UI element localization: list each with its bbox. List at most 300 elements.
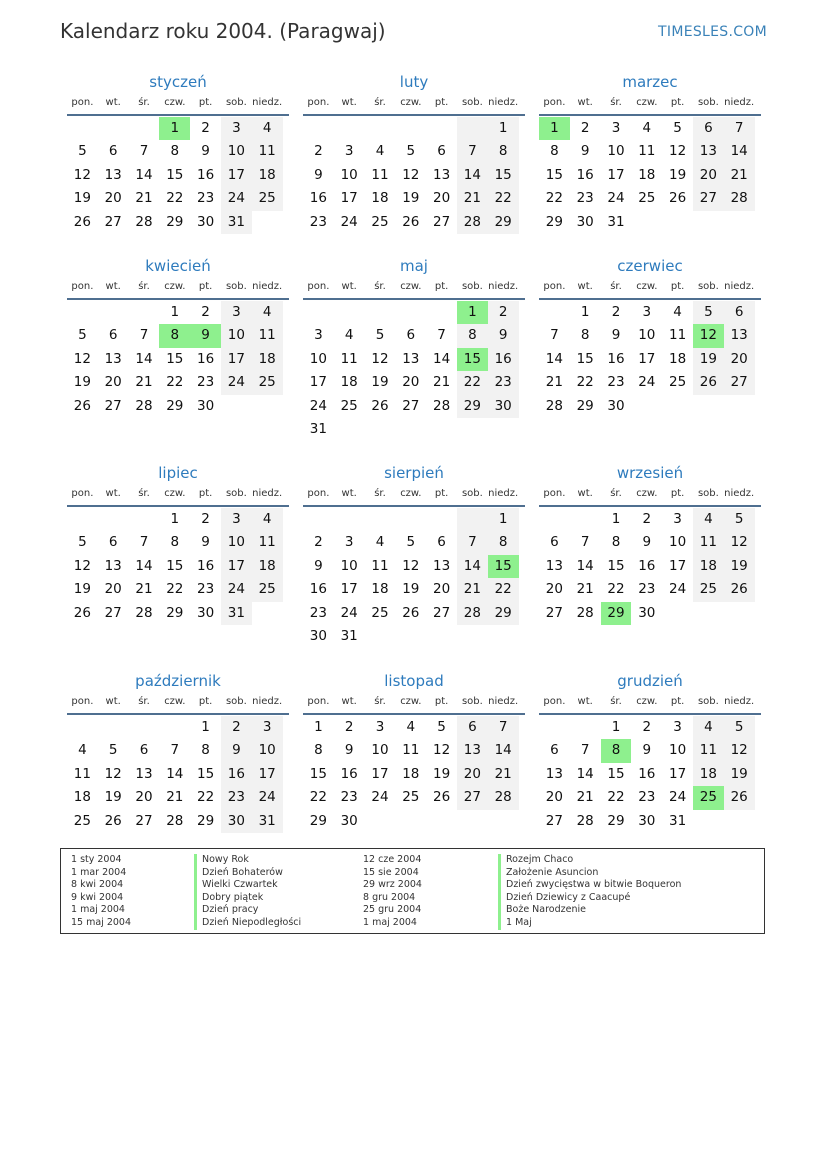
day-cell[interactable]: 8 — [488, 531, 519, 554]
day-cell[interactable]: 1 — [539, 117, 570, 140]
day-cell[interactable]: 5 — [724, 508, 755, 531]
day-cell[interactable]: 25 — [402, 789, 420, 806]
day-cell[interactable]: 6 — [437, 143, 446, 160]
day-cell[interactable]: 2 — [642, 511, 652, 527]
day-cell[interactable]: 19 — [693, 348, 724, 371]
day-cell[interactable]: 27 — [693, 187, 724, 210]
day-cell[interactable]: 19 — [724, 555, 755, 578]
day-cell[interactable]: 25 — [340, 397, 358, 414]
day-cell[interactable]: 10 — [221, 531, 252, 554]
day-cell[interactable]: 5 — [78, 534, 87, 551]
day-cell[interactable]: 1 — [314, 719, 323, 735]
day-cell[interactable]: 22 — [166, 374, 184, 391]
day-cell[interactable]: 25 — [638, 190, 656, 207]
day-cell[interactable]: 10 — [221, 140, 252, 163]
day-cell[interactable]: 23 — [488, 371, 519, 394]
day-cell[interactable]: 28 — [545, 397, 563, 414]
day-cell[interactable]: 5 — [78, 143, 87, 160]
day-cell[interactable]: 8 — [201, 742, 210, 759]
day-cell[interactable]: 21 — [135, 581, 153, 598]
day-cell[interactable]: 25 — [252, 578, 283, 601]
day-cell[interactable]: 17 — [221, 555, 252, 578]
day-cell[interactable]: 15 — [166, 166, 184, 183]
day-cell[interactable]: 5 — [437, 719, 446, 735]
day-cell[interactable]: 20 — [724, 348, 755, 371]
day-cell[interactable]: 2 — [488, 301, 519, 324]
day-cell[interactable]: 25 — [371, 213, 389, 230]
day-cell[interactable]: 25 — [73, 812, 91, 829]
day-cell[interactable]: 11 — [371, 166, 389, 183]
day-cell[interactable]: 31 — [309, 420, 327, 437]
day-cell[interactable]: 21 — [135, 374, 153, 391]
day-cell[interactable]: 27 — [104, 397, 122, 414]
day-cell[interactable]: 20 — [104, 374, 122, 391]
day-cell[interactable]: 7 — [139, 143, 149, 160]
day-cell[interactable]: 12 — [73, 166, 91, 183]
day-cell[interactable]: 22 — [309, 789, 327, 806]
day-cell[interactable]: 16 — [576, 166, 594, 183]
day-cell[interactable]: 18 — [252, 555, 283, 578]
day-cell[interactable]: 11 — [693, 531, 724, 554]
day-cell[interactable]: 9 — [611, 327, 621, 344]
day-cell[interactable]: 20 — [104, 190, 122, 207]
day-cell[interactable]: 14 — [576, 557, 594, 574]
day-cell[interactable]: 14 — [576, 765, 594, 782]
day-cell[interactable]: 29 — [166, 213, 184, 230]
day-cell[interactable]: 16 — [340, 765, 358, 782]
day-cell[interactable]: 12 — [73, 557, 91, 574]
day-cell[interactable]: 27 — [457, 786, 488, 809]
day-cell[interactable]: 22 — [607, 581, 625, 598]
day-cell[interactable]: 16 — [488, 348, 519, 371]
day-cell[interactable]: 2 — [201, 304, 210, 320]
day-cell[interactable]: 12 — [402, 166, 420, 183]
day-cell[interactable]: 10 — [607, 143, 625, 160]
day-cell[interactable]: 28 — [488, 786, 519, 809]
day-cell[interactable]: 4 — [693, 508, 724, 531]
day-cell[interactable]: 22 — [607, 789, 625, 806]
day-cell[interactable]: 16 — [638, 765, 656, 782]
day-cell[interactable]: 4 — [252, 508, 283, 531]
day-cell[interactable]: 16 — [309, 581, 327, 598]
day-cell[interactable]: 21 — [724, 164, 755, 187]
day-cell[interactable]: 8 — [601, 739, 632, 762]
day-cell[interactable]: 11 — [73, 765, 91, 782]
day-cell[interactable]: 19 — [371, 374, 389, 391]
day-cell[interactable]: 4 — [642, 120, 652, 136]
day-cell[interactable]: 6 — [724, 301, 755, 324]
day-cell[interactable]: 3 — [673, 719, 682, 735]
day-cell[interactable]: 10 — [668, 742, 687, 759]
day-cell[interactable]: 20 — [545, 581, 563, 598]
day-cell[interactable]: 13 — [432, 166, 451, 183]
day-cell[interactable]: 19 — [73, 581, 91, 598]
day-cell[interactable]: 14 — [545, 350, 563, 367]
day-cell[interactable]: 10 — [252, 739, 283, 762]
day-cell[interactable]: 31 — [340, 627, 358, 644]
day-cell[interactable]: 15 — [488, 164, 519, 187]
day-cell[interactable]: 18 — [638, 166, 656, 183]
day-cell[interactable]: 31 — [221, 602, 252, 625]
day-cell[interactable]: 12 — [432, 742, 451, 759]
day-cell[interactable]: 3 — [252, 716, 283, 739]
day-cell[interactable]: 6 — [108, 327, 118, 344]
day-cell[interactable]: 2 — [642, 719, 652, 735]
day-cell[interactable]: 1 — [580, 304, 590, 320]
day-cell[interactable]: 18 — [371, 581, 389, 598]
day-cell[interactable]: 29 — [607, 812, 625, 829]
day-cell[interactable]: 24 — [221, 187, 252, 210]
day-cell[interactable]: 29 — [457, 395, 488, 418]
day-cell[interactable]: 29 — [166, 397, 184, 414]
day-cell[interactable]: 3 — [344, 534, 354, 551]
day-cell[interactable]: 26 — [668, 190, 687, 207]
day-cell[interactable]: 22 — [545, 190, 563, 207]
day-cell[interactable]: 1 — [488, 508, 519, 531]
day-cell[interactable]: 25 — [252, 371, 283, 394]
day-cell[interactable]: 9 — [344, 742, 354, 759]
day-cell[interactable]: 30 — [196, 604, 215, 621]
day-cell[interactable]: 25 — [693, 578, 724, 601]
day-cell[interactable]: 11 — [252, 531, 283, 554]
day-cell[interactable]: 27 — [135, 812, 153, 829]
day-cell[interactable]: 24 — [221, 371, 252, 394]
day-cell[interactable]: 26 — [402, 604, 420, 621]
day-cell[interactable]: 26 — [724, 578, 755, 601]
day-cell[interactable]: 18 — [693, 555, 724, 578]
day-cell[interactable]: 13 — [104, 166, 122, 183]
day-cell[interactable]: 7 — [139, 534, 149, 551]
day-cell[interactable]: 30 — [607, 397, 625, 414]
day-cell[interactable]: 20 — [135, 789, 153, 806]
day-cell[interactable]: 17 — [668, 765, 687, 782]
day-cell[interactable]: 19 — [724, 763, 755, 786]
day-cell[interactable]: 14 — [457, 164, 488, 187]
day-cell[interactable]: 15 — [166, 557, 184, 574]
day-cell[interactable]: 17 — [668, 557, 687, 574]
day-cell[interactable]: 10 — [371, 742, 389, 759]
day-cell[interactable]: 5 — [693, 301, 724, 324]
day-cell[interactable]: 19 — [73, 374, 91, 391]
day-cell[interactable]: 18 — [668, 350, 687, 367]
day-cell[interactable]: 29 — [488, 602, 519, 625]
day-cell[interactable]: 18 — [402, 765, 420, 782]
day-cell[interactable]: 4 — [673, 304, 682, 320]
day-cell[interactable]: 19 — [668, 166, 687, 183]
day-cell[interactable]: 4 — [252, 301, 283, 324]
day-cell[interactable]: 5 — [724, 716, 755, 739]
day-cell[interactable]: 22 — [166, 581, 184, 598]
day-cell[interactable]: 22 — [576, 374, 594, 391]
day-cell[interactable]: 4 — [693, 716, 724, 739]
day-cell[interactable]: 21 — [576, 789, 594, 806]
day-cell[interactable]: 25 — [371, 604, 389, 621]
day-cell[interactable]: 26 — [693, 371, 724, 394]
day-cell[interactable]: 8 — [488, 140, 519, 163]
day-cell[interactable]: 25 — [252, 187, 283, 210]
day-cell[interactable]: 29 — [601, 602, 632, 625]
day-cell[interactable]: 6 — [457, 716, 488, 739]
day-cell[interactable]: 2 — [314, 534, 323, 551]
day-cell[interactable]: 16 — [221, 763, 252, 786]
day-cell[interactable]: 24 — [668, 581, 687, 598]
day-cell[interactable]: 18 — [252, 164, 283, 187]
day-cell[interactable]: 30 — [340, 812, 358, 829]
day-cell[interactable]: 23 — [638, 789, 656, 806]
day-cell[interactable]: 30 — [309, 627, 327, 644]
day-cell[interactable]: 30 — [576, 213, 594, 230]
day-cell[interactable]: 15 — [607, 557, 625, 574]
day-cell[interactable]: 6 — [108, 143, 118, 160]
day-cell[interactable]: 30 — [221, 810, 252, 833]
day-cell[interactable]: 23 — [196, 374, 215, 391]
day-cell[interactable]: 4 — [375, 143, 385, 160]
day-cell[interactable]: 5 — [108, 742, 118, 759]
day-cell[interactable]: 2 — [221, 716, 252, 739]
day-cell[interactable]: 5 — [406, 143, 416, 160]
day-cell[interactable]: 13 — [457, 739, 488, 762]
day-cell[interactable]: 1 — [488, 117, 519, 140]
day-cell[interactable]: 10 — [668, 534, 687, 551]
day-cell[interactable]: 19 — [402, 581, 420, 598]
day-cell[interactable]: 15 — [607, 765, 625, 782]
day-cell[interactable]: 24 — [668, 789, 687, 806]
day-cell[interactable]: 16 — [196, 350, 215, 367]
day-cell[interactable]: 30 — [488, 395, 519, 418]
day-cell[interactable]: 16 — [196, 557, 215, 574]
day-cell[interactable]: 2 — [611, 304, 621, 320]
day-cell[interactable]: 3 — [344, 143, 354, 160]
day-cell[interactable]: 12 — [668, 143, 687, 160]
day-cell[interactable]: 8 — [611, 534, 621, 551]
day-cell[interactable]: 23 — [221, 786, 252, 809]
day-cell[interactable]: 24 — [371, 789, 389, 806]
day-cell[interactable]: 28 — [166, 812, 184, 829]
day-cell[interactable]: 8 — [550, 143, 559, 160]
day-cell[interactable]: 18 — [340, 374, 358, 391]
day-cell[interactable]: 12 — [402, 557, 420, 574]
day-cell[interactable]: 10 — [340, 166, 358, 183]
day-cell[interactable]: 10 — [340, 557, 358, 574]
day-cell[interactable]: 30 — [196, 213, 215, 230]
day-cell[interactable]: 29 — [488, 211, 519, 234]
day-cell[interactable]: 24 — [638, 374, 656, 391]
day-cell[interactable]: 24 — [607, 190, 625, 207]
day-cell[interactable]: 21 — [166, 789, 184, 806]
day-cell[interactable]: 1 — [457, 301, 488, 324]
day-cell[interactable]: 23 — [196, 190, 215, 207]
day-cell[interactable]: 31 — [668, 812, 687, 829]
day-cell[interactable]: 14 — [166, 765, 184, 782]
day-cell[interactable]: 13 — [545, 557, 563, 574]
day-cell[interactable]: 23 — [309, 213, 327, 230]
day-cell[interactable]: 28 — [457, 211, 488, 234]
day-cell[interactable]: 11 — [402, 742, 420, 759]
day-cell[interactable]: 17 — [309, 374, 327, 391]
day-cell[interactable]: 13 — [693, 140, 724, 163]
day-cell[interactable]: 17 — [607, 166, 625, 183]
day-cell[interactable]: 4 — [252, 117, 283, 140]
day-cell[interactable]: 14 — [432, 350, 451, 367]
day-cell[interactable]: 31 — [607, 213, 625, 230]
day-cell[interactable]: 14 — [135, 166, 153, 183]
day-cell[interactable]: 11 — [668, 327, 687, 344]
day-cell[interactable]: 19 — [73, 190, 91, 207]
day-cell[interactable]: 11 — [693, 739, 724, 762]
day-cell[interactable]: 15 — [488, 555, 519, 578]
day-cell[interactable]: 13 — [545, 765, 563, 782]
day-cell[interactable]: 3 — [221, 117, 252, 140]
day-cell[interactable]: 18 — [693, 763, 724, 786]
day-cell[interactable]: 23 — [607, 374, 625, 391]
day-cell[interactable]: 8 — [314, 742, 323, 759]
day-cell[interactable]: 28 — [724, 187, 755, 210]
day-cell[interactable]: 21 — [457, 578, 488, 601]
day-cell[interactable]: 21 — [576, 581, 594, 598]
day-cell[interactable]: 12 — [693, 324, 724, 347]
day-cell[interactable]: 1 — [611, 511, 621, 527]
day-cell[interactable]: 1 — [170, 304, 180, 320]
day-cell[interactable]: 20 — [104, 581, 122, 598]
day-cell[interactable]: 9 — [314, 166, 323, 183]
day-cell[interactable]: 19 — [432, 765, 451, 782]
day-cell[interactable]: 6 — [550, 742, 559, 759]
day-cell[interactable]: 3 — [642, 304, 652, 320]
day-cell[interactable]: 6 — [693, 117, 724, 140]
day-cell[interactable]: 21 — [545, 374, 563, 391]
day-cell[interactable]: 23 — [638, 581, 656, 598]
day-cell[interactable]: 9 — [580, 143, 590, 160]
day-cell[interactable]: 1 — [159, 117, 190, 140]
day-cell[interactable]: 13 — [135, 765, 153, 782]
day-cell[interactable]: 14 — [457, 555, 488, 578]
day-cell[interactable]: 8 — [170, 143, 180, 160]
day-cell[interactable]: 15 — [309, 765, 327, 782]
day-cell[interactable]: 24 — [221, 578, 252, 601]
day-cell[interactable]: 26 — [371, 397, 389, 414]
day-cell[interactable]: 9 — [642, 534, 652, 551]
day-cell[interactable]: 29 — [545, 213, 563, 230]
day-cell[interactable]: 1 — [611, 719, 621, 735]
day-cell[interactable]: 5 — [375, 327, 385, 344]
day-cell[interactable]: 26 — [432, 789, 451, 806]
day-cell[interactable]: 2 — [580, 120, 590, 136]
day-cell[interactable]: 12 — [73, 350, 91, 367]
day-cell[interactable]: 18 — [252, 348, 283, 371]
day-cell[interactable]: 16 — [607, 350, 625, 367]
day-cell[interactable]: 28 — [432, 397, 451, 414]
day-cell[interactable]: 28 — [135, 213, 153, 230]
day-cell[interactable]: 26 — [104, 812, 122, 829]
day-cell[interactable]: 17 — [252, 763, 283, 786]
day-cell[interactable]: 8 — [159, 324, 190, 347]
day-cell[interactable]: 2 — [314, 143, 323, 160]
day-cell[interactable]: 10 — [221, 324, 252, 347]
day-cell[interactable]: 9 — [201, 143, 210, 160]
day-cell[interactable]: 1 — [201, 719, 210, 735]
day-cell[interactable]: 28 — [457, 602, 488, 625]
day-cell[interactable]: 7 — [139, 327, 149, 344]
day-cell[interactable]: 22 — [196, 789, 215, 806]
day-cell[interactable]: 5 — [406, 534, 416, 551]
day-cell[interactable]: 7 — [457, 531, 488, 554]
day-cell[interactable]: 3 — [673, 511, 682, 527]
day-cell[interactable]: 21 — [457, 187, 488, 210]
day-cell[interactable]: 1 — [170, 511, 180, 527]
day-cell[interactable]: 31 — [221, 211, 252, 234]
day-cell[interactable]: 27 — [402, 397, 420, 414]
day-cell[interactable]: 6 — [108, 534, 118, 551]
day-cell[interactable]: 30 — [638, 604, 656, 621]
day-cell[interactable]: 23 — [196, 581, 215, 598]
day-cell[interactable]: 20 — [457, 763, 488, 786]
day-cell[interactable]: 7 — [550, 327, 559, 344]
day-cell[interactable]: 7 — [437, 327, 446, 344]
day-cell[interactable]: 15 — [545, 166, 563, 183]
day-cell[interactable]: 24 — [340, 213, 358, 230]
day-cell[interactable]: 17 — [221, 164, 252, 187]
day-cell[interactable]: 13 — [724, 324, 755, 347]
day-cell[interactable]: 3 — [314, 327, 323, 344]
day-cell[interactable]: 8 — [170, 534, 180, 551]
day-cell[interactable]: 23 — [309, 604, 327, 621]
day-cell[interactable]: 31 — [252, 810, 283, 833]
day-cell[interactable]: 4 — [344, 327, 354, 344]
day-cell[interactable]: 26 — [402, 213, 420, 230]
day-cell[interactable]: 9 — [314, 557, 323, 574]
day-cell[interactable]: 22 — [488, 578, 519, 601]
day-cell[interactable]: 9 — [221, 739, 252, 762]
day-cell[interactable]: 13 — [104, 350, 122, 367]
day-cell[interactable]: 22 — [166, 190, 184, 207]
day-cell[interactable]: 20 — [402, 374, 420, 391]
day-cell[interactable]: 14 — [135, 350, 153, 367]
day-cell[interactable]: 11 — [340, 350, 358, 367]
day-cell[interactable]: 3 — [375, 719, 385, 735]
day-cell[interactable]: 13 — [402, 350, 420, 367]
day-cell[interactable]: 29 — [576, 397, 594, 414]
day-cell[interactable]: 27 — [104, 213, 122, 230]
day-cell[interactable]: 27 — [104, 604, 122, 621]
day-cell[interactable]: 5 — [78, 327, 87, 344]
day-cell[interactable]: 21 — [432, 374, 451, 391]
day-cell[interactable]: 23 — [576, 190, 594, 207]
day-cell[interactable]: 9 — [488, 324, 519, 347]
day-cell[interactable]: 17 — [371, 765, 389, 782]
day-cell[interactable]: 14 — [135, 557, 153, 574]
day-cell[interactable]: 17 — [221, 348, 252, 371]
day-cell[interactable]: 8 — [580, 327, 590, 344]
day-cell[interactable]: 9 — [201, 534, 210, 551]
day-cell[interactable]: 4 — [406, 719, 416, 735]
day-cell[interactable]: 18 — [371, 190, 389, 207]
day-cell[interactable]: 14 — [724, 140, 755, 163]
day-cell[interactable]: 27 — [724, 371, 755, 394]
day-cell[interactable]: 11 — [371, 557, 389, 574]
day-cell[interactable]: 2 — [344, 719, 354, 735]
day-cell[interactable]: 6 — [550, 534, 559, 551]
day-cell[interactable]: 6 — [406, 327, 416, 344]
day-cell[interactable]: 15 — [576, 350, 594, 367]
day-cell[interactable]: 16 — [196, 166, 215, 183]
day-cell[interactable]: 17 — [340, 190, 358, 207]
day-cell[interactable]: 16 — [638, 557, 656, 574]
day-cell[interactable]: 3 — [221, 301, 252, 324]
day-cell[interactable]: 6 — [139, 742, 149, 759]
day-cell[interactable]: 29 — [196, 812, 215, 829]
day-cell[interactable]: 7 — [580, 742, 590, 759]
day-cell[interactable]: 7 — [580, 534, 590, 551]
